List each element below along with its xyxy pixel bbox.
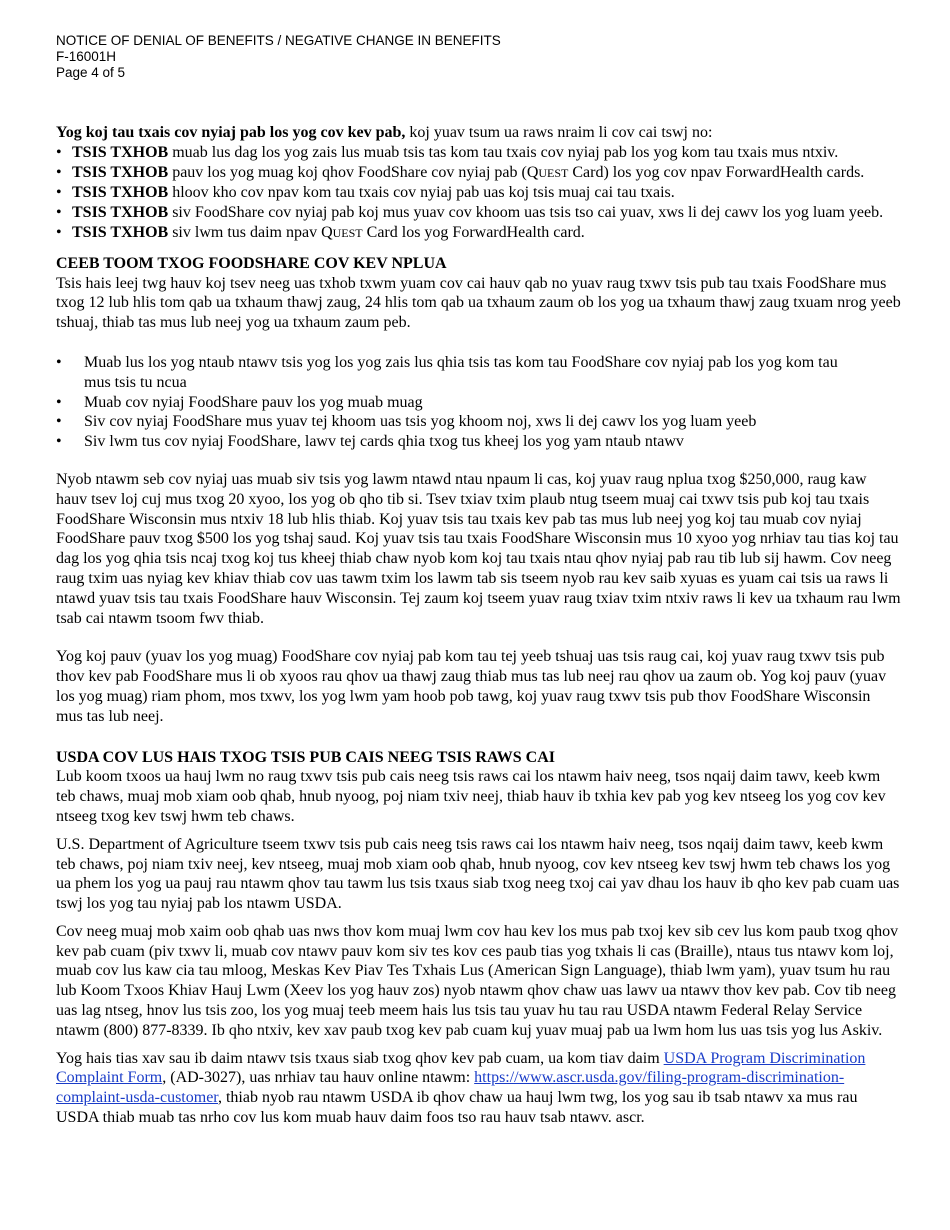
rule-text: Card los yog ForwardHealth card. (362, 223, 585, 241)
rule-smallcaps: UEST (332, 225, 363, 240)
violations-list (56, 353, 901, 452)
rule-text: hloov kho cov npav kom tau txais cov nyiaj pab uas koj tsis muaj cai tau txais. (168, 184, 675, 202)
list-item (56, 143, 901, 163)
usda-para-4-c: , thiab nyob rau ntawm USDA ib qhov chaw ua hauj lwm twg, los yog sau ib tsab ntawv xa mus rau USDA thiab muab tas nrho cov lus kom muab hauv daim foos tso rau hauv tsab ntawv. ascr. (56, 1089, 858, 1127)
form-number: F-16001H (56, 49, 117, 64)
foodshare-para-3: Yog koj pauv (yuav los yog muag) FoodShare cov nyiaj pab kom tau tej yeeb tshuaj uas tsis raug cai, koj yuav raug txwv tsis pub thov kev pab FoodShare mus li ob xyoos rau qhov ua thawj zaug thiab mus tas lub neej rau qhov ua zaum ob. Yog koj pauv (yuav los yog muag) riam phom, mos txwv, los yog lwm yam hoob pob tawg, koj yuav raug txwv tsis pub thov FoodShare Wisconsin mus tas lub neej. (56, 648, 887, 725)
rule-lead: TSIS TXHOB (72, 223, 169, 241)
intro-rest: koj yuav tsum ua raws nraim li cov cai tswj no: (405, 124, 713, 141)
page-number: Page 4 of 5 (56, 65, 126, 80)
document-body (56, 123, 901, 1128)
intro-bold: Yog koj tau txais cov nyiaj pab los yog cov kev pab, (56, 124, 406, 141)
rule-text: muab lus dag los yog zais lus muab tsis tas kom tau txais cov nyiaj pab los yog kom tau txais mus ntxiv. (168, 143, 839, 161)
list-item (56, 163, 901, 184)
rule-lead: TSIS TXHOB (72, 163, 169, 181)
list-item (56, 223, 901, 244)
form-header (56, 33, 501, 81)
usda-para-4-b: , (AD-3027), uas nrhiav tau hauv online ntawm: (162, 1069, 475, 1087)
usda-para-1: Lub koom txoos ua hauj lwm no raug txwv tsis pub cais neeg tsis raws cai los ntawm haiv neeg, tsos nqaij daim tawv, keeb kwm teb chaws, muaj mob xiam oob qhab, hnub nyoog, poj niam txiv neej, thiab hauv ib txhia kev pab yog kev ntseeg los yog cov kev ntseeg txog kev tswj hwm teb chaws. (56, 768, 886, 825)
usda-heading: USDA COV LUS HAIS TXOG TSIS PUB CAIS NEEG TSIS RAWS CAI (56, 748, 555, 766)
rule-lead: TSIS TXHOB (72, 143, 169, 161)
list-item: • Siv lwm tus cov nyiaj FoodShare, lawv tej cards qhia txog tus kheej los yog yam ntaub ntawv (56, 432, 901, 452)
usda-para-4-a: Yog hais tias xav sau ib daim ntawv tsis txaus siab txog qhov kev pab cuam, ua kom tiav daim (56, 1049, 664, 1067)
rule-smallcaps: UEST (538, 165, 569, 180)
rule-text: siv lwm tus daim npav Q (168, 223, 333, 241)
foodshare-para-2: Nyob ntawm seb cov nyiaj uas muab siv tsis yog lawm ntawd ntau npaum li cas, koj yuav raug nplua txog $250,000, raug kaw hauv tsev loj cuj mus txog 20 xyoo, los yog ob qho tib si. Tsev txiav txim plaub ntug tseem muaj cai txwv tsis pub koj tau txais FoodShare Wisconsin mus ntxiv 18 lub hlis thiab. Koj yuav tsis tau txais kev pab tas mus lub neej yog koj tau muab cov nyiaj FoodShare pauv txog $500 los yog tshaj saud. Koj yuav tsis tau txais FoodShare Wisconsin mus 10 xyoo yog nrhiav tau tias koj tau dag los yog qhia tsis ncaj txog koj tus kheej thiab chaw nyob kom koj tau txais ntau qhov nyiaj pab rau tib lub sij hawm. Cov neeg raug txim uas nyiag kev khiav thiab cov uas tawm txim los lawm tab sis tseem nyob rau kev saib xyuas es yuam cai tsis ua raws li ntawd yuav tsis tau txais FoodShare hauv Wisconsin. Tej zaum koj tseem yuav raug txiav txim ntxiv raws li kev ua txhaum rau lwm tsab cai ntawm tsoom fwv thiab. (56, 470, 901, 627)
usda-para-3: Cov neeg muaj mob xaim oob qhab uas nws thov kom muaj lwm cov hau kev los mus pab txoj kev sib cev lus kom paub txog qhov kev pab cuam (piv txwv li, muab cov ntawv pauv kom siv tes kov ces paub tias yog txhais li cas (Braille), ntaus tus ntawv kom loj, muab cov lus kaw cia tau mloog, Meskas Kev Piav Tes Txhais Lus (American Sign Language), thiab lwm yam), yuav tsum hu rau lub Koom Txoos Khiav Hauj Lwm (Xeev los yog hauv zos) nyob ntawm qhov chaw uas lawv ua ntawv thov kev pab. Cov tib neeg uas lag ntseg, hnov lus tsis zoo, los yog muaj teeb meem hais lus tsis tau yuav hu tau rau USDA ntawm Federal Relay Service ntawm (800) 877-8339. Ib qho ntxiv, kev xav paub txog kev pab cuam kuj yuav muaj pab ua lwm hom lus uas tsis yog lus Askiv. (56, 922, 899, 1039)
list-item: • Muab cov nyiaj FoodShare pauv los yog muab muag (56, 393, 901, 413)
list-item (56, 203, 901, 223)
list-item: • Muab lus los yog ntaub ntawv tsis yog los yog zais lus qhia tsis tas kom tau FoodShare cov nyiaj pab los yog kom tau mus tsis tu ncua (56, 353, 901, 393)
rule-lead: TSIS TXHOB (72, 204, 169, 222)
rule-lead: TSIS TXHOB (72, 184, 169, 202)
rule-text: Card) los yog cov npav ForwardHealth cards. (568, 163, 865, 181)
rules-list (56, 143, 901, 244)
list-item: • Siv cov nyiaj FoodShare mus yuav tej khoom uas tsis yog khoom noj, xws li dej cawv los yog luam yeeb (56, 412, 901, 432)
complaint-form-link[interactable]: USDA Program Discrimination Complaint Form (56, 1049, 866, 1087)
intro-paragraph (56, 123, 901, 143)
usda-para-2: U.S. Department of Agriculture tseem txwv tsis pub cais neeg tsis raws cai los ntawm haiv neeg, tsos nqaij daim tawv, keeb kwm teb chaws, poj niam txiv neej, kev ntseeg, muaj mob xiam oob qhab, hnub nyoog, cov kev ntseeg kev tswj hwm teb chaws los yog ua phem los yog ua pauj rau ntawm qhov tau tawm lus tsis txaus siab txog neeg txoj cai yav dhau los hauv ib qho kev pab cuam uas tswj los yog tau nyiaj pab los ntawm USDA. (56, 835, 900, 913)
form-title: NOTICE OF DENIAL OF BENEFITS / NEGATIVE CHANGE IN BENEFITS (56, 33, 501, 48)
rule-text: pauv los yog muag koj qhov FoodShare cov nyiaj pab (Q (168, 163, 539, 181)
usda-para-4 (56, 1049, 901, 1128)
foodshare-para-1: Tsis hais leej twg hauv koj tsev neeg uas txhob txwm yuam cov cai hauv qab no yuav raug txwv tsis pub tau txais FoodShare mus txog 12 lub hlis tom qab ua txhaum thawj zaug, 24 hlis tom qab ua txhaum zaum ob los yog ua txhaum thawj zaug txuam nrog yeeb tshuaj, thiab tas mus lub neej yog ua txhaum zaum peb. (56, 274, 901, 332)
ascr-url-link[interactable]: https://www.ascr.usda.gov/filing-program-discrimination-complaint-usda-customer (56, 1069, 845, 1107)
list-item (56, 183, 901, 203)
rule-text: siv FoodShare cov nyiaj pab koj mus yuav cov khoom uas tsis tso cai yuav, xws li dej cawv los yog luam yeeb. (168, 204, 884, 222)
foodshare-heading: CEEB TOOM TXOG FOODSHARE COV KEV NPLUA (56, 254, 447, 272)
